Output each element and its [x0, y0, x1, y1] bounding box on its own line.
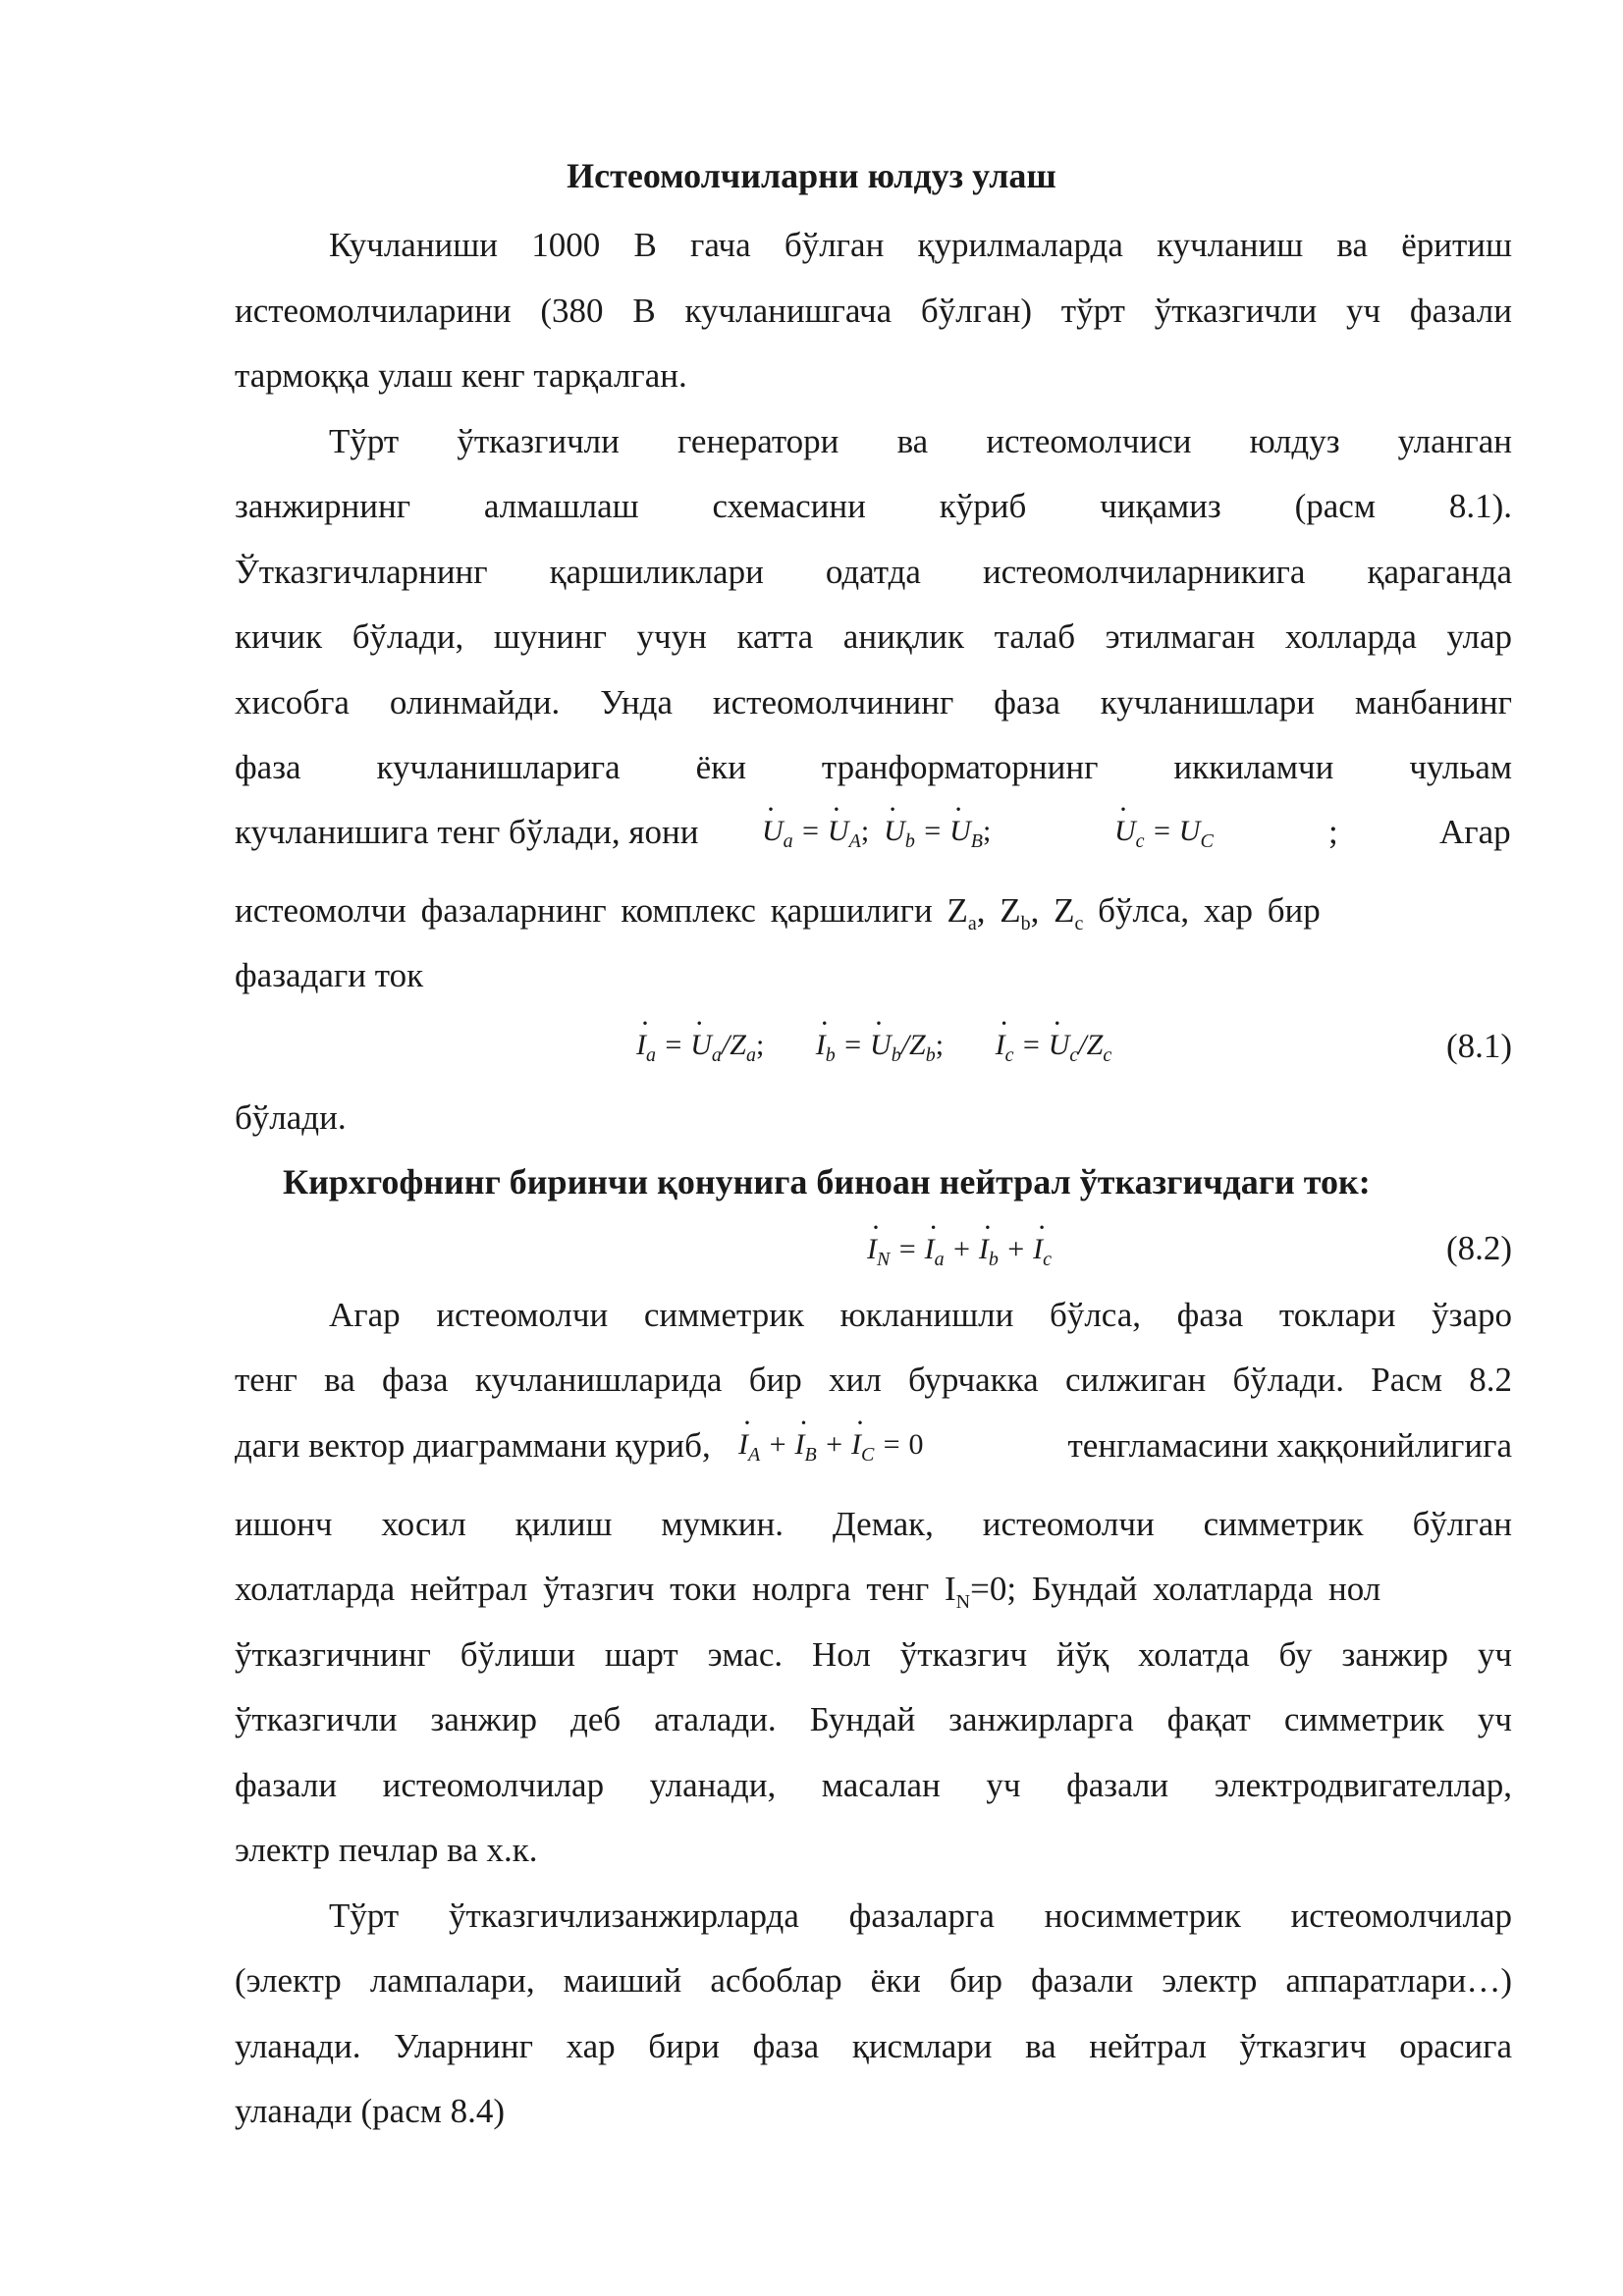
paragraph-line: Тўрт ўтказгичли генератори ва истеомолчиси юлдуз уланган: [329, 422, 1512, 460]
paragraph-line: кичик бўлади, шунинг учун катта аниқлик талаб этилмаган холларда улар: [235, 617, 1512, 656]
paragraph-line: Кучланиши 1000 В гача бўлган қурилмаларда кучланиш ва ёритиш: [329, 226, 1512, 264]
paragraph-line: тармоққа улаш кенг тарқалган.: [235, 356, 687, 395]
text-span: истеомолчи фазаларнинг комплекс қаршилиги Z: [235, 891, 968, 930]
text-span: =0; Бундай холатларда нол: [970, 1570, 1381, 1608]
paragraph-line: истеомолчиларини (380 В кучланишгача бўлган) тўрт ўтказгичли уч фазали: [235, 292, 1512, 330]
equation-number: (8.1): [1445, 1027, 1512, 1065]
text-span: , Z: [976, 891, 1021, 930]
paragraph-line: электр печлар ва х.к.: [235, 1831, 538, 1869]
paragraph-line: тенгламасини хаққонийлигига: [1067, 1426, 1512, 1465]
semicolon: ;: [1328, 813, 1338, 851]
paragraph-line: уланади (расм 8.4): [235, 2092, 506, 2130]
paragraph-line: уланади. Уларнинг хар бири фаза қисмлари ва нейтрал ўтказгич орасига: [235, 2027, 1512, 2065]
inline-formula: · $U_c = U_C$: [1114, 815, 1214, 853]
text-span: холатларда нейтрал ўтазгич токи нолрга тенг I: [235, 1570, 956, 1608]
paragraph-line: ўтказгичнинг бўлиши шарт эмас. Нол ўтказгич йўқ холатда бу занжир уч: [235, 1635, 1512, 1674]
text-span: , Z: [1030, 891, 1075, 930]
equation-8-2: · $I_N$ = · $I_a$ + · $I_b$ + · $I_c$: [867, 1233, 1052, 1271]
subscript: N: [955, 1591, 971, 1613]
paragraph-line: Агар истеомолчи симметрик юкланишли бўлса, фаза токлари ўзаро: [329, 1296, 1512, 1334]
paragraph-line: занжирнинг алмашлаш схемасини кўриб чиқамиз (расм 8.1).: [235, 487, 1512, 525]
paragraph-line: [235, 889, 1512, 945]
paragraph-line: хисобга олинмайди. Унда истеомолчининг фаза кучланишлари манбанинг: [235, 683, 1512, 721]
paragraph-line: даги вектор диаграммани қуриб,: [235, 1426, 711, 1465]
paragraph-line: бўлади.: [235, 1098, 347, 1137]
paragraph-line: (электр лампалари, маиший асбоблар ёки бир фазали электр аппаратлари…): [235, 1961, 1512, 2000]
paragraph-line: Ўтказгичларнинг қаршиликлари одатда истеомолчиларникига қараганда: [235, 553, 1512, 591]
text-span: бўлса, хар бир: [1083, 891, 1321, 930]
equation-number: (8.2): [1445, 1229, 1512, 1267]
paragraph-line: фаза кучланишларига ёки транформаторнинг иккиламчи чульам: [235, 748, 1512, 786]
section-heading: Кирхгофнинг биринчи қонунига биноан нейтрал ўтказгичдаги ток:: [283, 1162, 1371, 1201]
subscript: c: [1074, 913, 1084, 934]
paragraph-line: фазали истеомолчилар уланади, масалан уч фазали электродвигателлар,: [235, 1766, 1512, 1804]
paragraph-line: фазадаги ток: [235, 956, 424, 994]
paragraph-line: [235, 1568, 1512, 1624]
subscript: a: [967, 913, 977, 934]
paragraph-line: тенг ва фаза кучланишларида бир хил бурчакка силжиган бўлади. Расм 8.2: [235, 1361, 1512, 1399]
inline-formula: · $U_a$ = · $U_A$; · $U_b$ = · $U_B$;: [762, 815, 991, 853]
inline-formula: · $I_A$ + · $I_B$ + · $I_C = 0$: [738, 1428, 924, 1467]
paragraph-line: кучланишига тенг бўлади, яони: [235, 813, 699, 851]
page-title: Истеомолчиларни юлдуз улаш: [567, 156, 1056, 195]
subscript: b: [1020, 913, 1031, 934]
paragraph-line: ишонч хосил қилиш мумкин. Демак, истеомолчи симметрик бўлган: [235, 1505, 1512, 1543]
equation-8-1: · $I_a$ = · $U_a/Z_a$; · $I_b$ = · $U_b/Z_b$; · $I_c$ = · $U_c/Z_c$: [636, 1029, 1111, 1067]
paragraph-line: Тўрт ўтказгичлизанжирларда фазаларга носимметрик истеомолчилар: [329, 1896, 1512, 1935]
paragraph-line: Агар: [1439, 813, 1511, 851]
paragraph-line: ўтказгичли занжир деб аталади. Бундай занжирларга фақат симметрик уч: [235, 1700, 1512, 1738]
